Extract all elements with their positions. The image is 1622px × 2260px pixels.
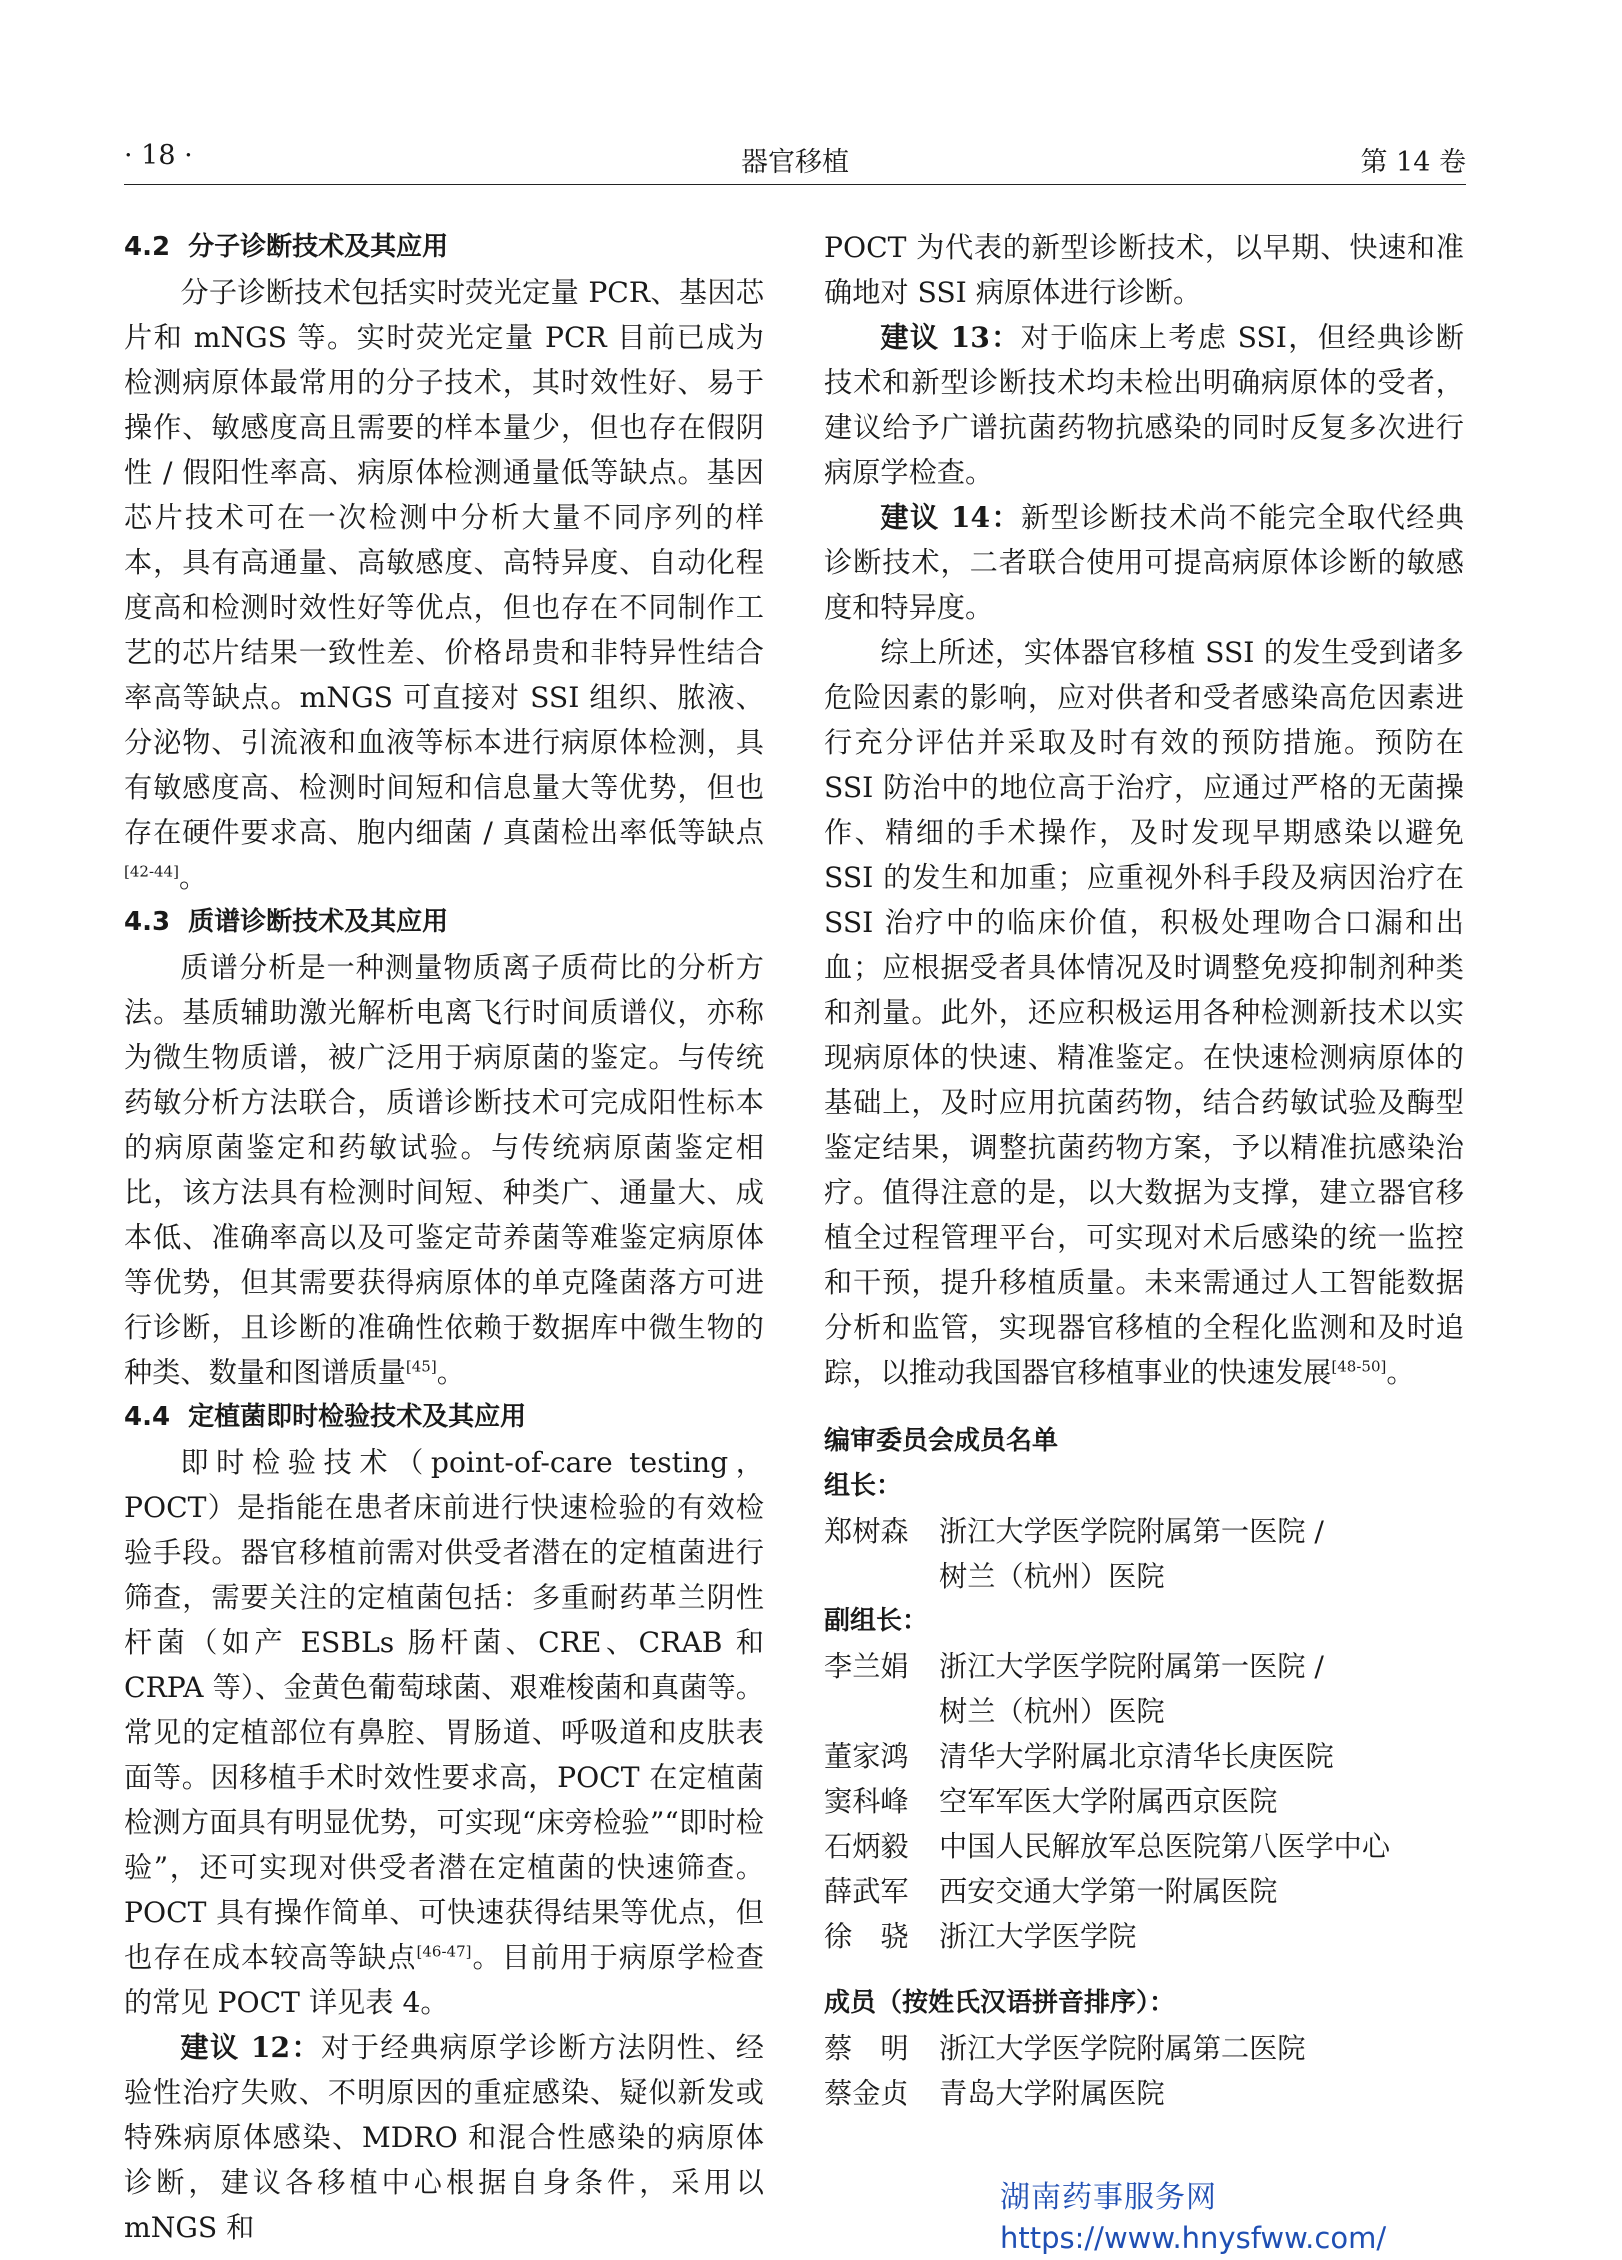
citation: [48-50] [1331, 1357, 1387, 1376]
paragraph-continuation: POCT 为代表的新型诊断技术，以早期、快速和准确地对 SSI 病原体进行诊断。 [824, 231, 1464, 309]
member-affiliation: 浙江大学医学院 [939, 1920, 1137, 1953]
member-name: 蔡 明 [824, 2032, 909, 2065]
committee-member [824, 2026, 1464, 2071]
member-name: 董家鸿 [824, 1740, 909, 1773]
member-name: 郑树森 [824, 1515, 909, 1548]
committee-member [824, 1734, 1464, 1779]
volume-label: 第 14 卷 [1360, 147, 1466, 178]
member-affiliation: 空军军医大学附属西京医院 [939, 1785, 1278, 1818]
paragraph-mass-spectrometry: 质谱分析是一种测量物质离子质荷比的分析方法。基质辅助激光解析电离飞行时间质谱仪，亦称为微生物质谱，被广泛用于病原菌的鉴定。与传统药敏分析方法联合，质谱诊断技术可完成阳性标本的病原菌鉴定和药敏试验。与传统病原菌鉴定相比，该方法具有检测时间短、种类广、通量大、成本低、准确率高以及可鉴定苛养菌等难鉴定病原体等优势，但其需要获得病原体的单克隆菌落方可进行诊断，且诊断的准确性依赖于数据库中微生物的种类、数量和图谱质量[45]。 [124, 951, 764, 1389]
section-heading-4-4: 4.4 定植菌即时检验技术及其应用 [124, 1402, 527, 1432]
watermark-url[interactable]: https://www.hnysfww.com/ [1000, 2221, 1387, 2255]
journal-name: 器官移植 [741, 147, 849, 178]
committee-member [824, 1824, 1464, 1869]
member-affiliation: 浙江大学医学院附属第一医院 / [939, 1650, 1324, 1683]
running-header [124, 140, 1466, 185]
section-heading-4-2: 4.2 分子诊断技术及其应用 [124, 232, 449, 262]
member-name: 蔡金贞 [824, 2077, 909, 2110]
committee-title: 编审委员会成员名单 [824, 1426, 1059, 1456]
recommendation-12: 建议 12：对于经典病原学诊断方法阴性、经验性治疗失败、不明原因的重症感染、疑似新发或特殊病原体感染、MDRO 和混合性感染的病原体诊断，建议各移植中心根据自身条件，采用以 mNGS 和 [124, 2031, 764, 2244]
citation: [45] [405, 1357, 437, 1376]
paragraph-molecular-diagnosis: 分子诊断技术包括实时荧光定量 PCR、基因芯片和 mNGS 等。实时荧光定量 PCR 目前已成为检测病原体最常用的分子技术，其时效性好、易于操作、敏感度高且需要的样本量少，但也存在假阴性 / 假阳性率高、病原体检测通量低等缺点。基因芯片技术可在一次检测中分析大量不同序列的样本，具有高通量、高敏感度、高特异度、自动化程度高和检测时效性好等优点，但也存在不同制作工艺的芯片结果一致性差、价格昂贵和非特异性结合率高等缺点。mNGS 可直接对 SSI 组织、脓液、分泌物、引流液和血液等标本进行病原体检测，具有敏感度高、检测时间短和信息量大等优势，但也存在硬件要求高、胞内细菌 / 真菌检出率低等缺点[42-44]。 [124, 276, 764, 894]
committee-member [824, 1779, 1464, 1824]
committee-member [824, 1509, 1464, 1554]
recommendation-13: 建议 13：对于临床上考虑 SSI，但经典诊断技术和新型诊断技术均未检出明确病原体的受者，建议给予广谱抗菌药物抗感染的同时反复多次进行病原学检查。 [824, 321, 1464, 489]
member-affiliation: 中国人民解放军总医院第八医学中心 [939, 1830, 1391, 1863]
member-name: 窦科峰 [824, 1785, 909, 1818]
committee-member [824, 1644, 1464, 1689]
left-column [124, 225, 764, 2250]
member-affiliation-cont: 树兰（杭州）医院 [939, 1560, 1165, 1593]
member-affiliation: 青岛大学附属医院 [939, 2077, 1165, 2110]
member-name: 薛武军 [824, 1875, 909, 1908]
member-name: 李兰娟 [824, 1650, 909, 1683]
watermark-site-name: 湖南药事服务网 [1000, 2180, 1217, 2215]
member-affiliation: 清华大学附属北京清华长庚医院 [939, 1740, 1334, 1773]
committee-member [824, 1914, 1464, 1959]
member-name: 徐 骁 [824, 1920, 909, 1953]
watermark [1000, 2178, 1386, 2258]
members-label: 成员（按姓氏汉语拼音排序）： [824, 1988, 1176, 2018]
paragraph-poct: 即时检验技术（point-of-care testing，POCT）是指能在患者床前进行快速检验的有效检验手段。器官移植前需对供受者潜在的定植菌进行筛查，需要关注的定植菌包括：多重耐药革兰阴性杆菌（如产 ESBLs 肠杆菌、CRE、CRAB 和 CRPA 等）、金黄色葡萄球菌、艰难梭菌和真菌等。常见的定植部位有鼻腔、胃肠道、呼吸道和皮肤表面等。因移植手术时效性要求高，POCT 在定植菌检测方面具有明显优势，可实现“床旁检验”“即时检验”，还可实现对供受者潜在定植菌的快速筛查。POCT 具有操作简单、可快速获得结果等优点，但也存在成本较高等缺点[46-47]。目前用于病原学检查的常见 POCT 详见表 4。 [124, 1446, 764, 2019]
paragraph-summary: 综上所述，实体器官移植 SSI 的发生受到诸多危险因素的影响，应对供者和受者感染高危因素进行充分评估并采取及时有效的预防措施。预防在 SSI 防治中的地位高于治疗，应通过严格的无菌操作、精细的手术操作，及时发现早期感染以避免 SSI 的发生和加重；应重视外科手段及病因治疗在 SSI 治疗中的临床价值，积极处理吻合口漏和出血；应根据受者具体情况及时调整免疫抑制剂种类和剂量。此外，还应积极运用各种检测新技术以实现病原体的快速、精准鉴定。在快速检测病原体的基础上，及时应用抗菌药物，结合药敏试验及酶型鉴定结果，调整抗菌药物方案，予以精准抗感染治疗。值得注意的是，以大数据为支撑，建立器官移植全过程管理平台，可实现对术后感染的统一监控和干预，提升移植质量。未来需通过人工智能数据分析和监管，实现器官移植的全程化监测和及时追踪，以推动我国器官移植事业的快速发展[48-50]。 [824, 636, 1464, 1389]
page-number: · 18 · [124, 140, 193, 171]
committee-member [824, 1869, 1464, 1914]
right-column [824, 225, 1464, 2116]
committee-member [824, 2071, 1464, 2116]
member-affiliation: 浙江大学医学院附属第一医院 / [939, 1515, 1324, 1548]
section-heading-4-3: 4.3 质谱诊断技术及其应用 [124, 907, 449, 937]
member-affiliation: 浙江大学医学院附属第二医院 [939, 2032, 1306, 2065]
recommendation-14: 建议 14：新型诊断技术尚不能完全取代经典诊断技术，二者联合使用可提高病原体诊断的敏感度和特异度。 [824, 501, 1464, 624]
citation: [42-44] [124, 862, 179, 881]
leader-label: 组长： [824, 1471, 903, 1501]
deputy-label: 副组长： [824, 1606, 929, 1636]
member-affiliation-cont: 树兰（杭州）医院 [939, 1695, 1165, 1728]
member-affiliation: 西安交通大学第一附属医院 [939, 1875, 1278, 1908]
member-name: 石炳毅 [824, 1830, 909, 1863]
citation: [46-47] [416, 1942, 472, 1961]
